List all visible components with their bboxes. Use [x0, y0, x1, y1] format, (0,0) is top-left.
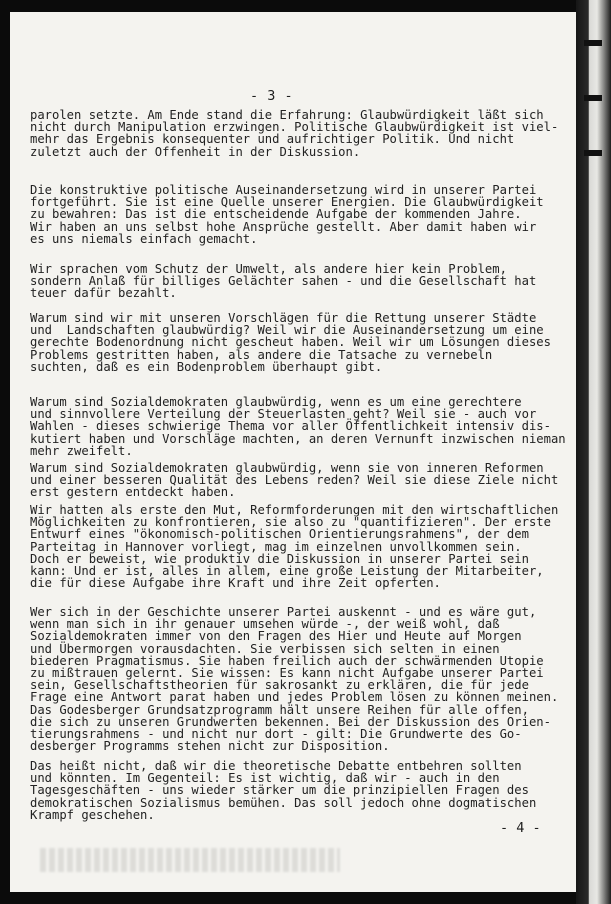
text-line: Entwurf eines "ökonomisch-politischen Orientierungsrahmens", der dem — [30, 527, 529, 542]
text-line: erst gestern entdeckt haben. — [30, 485, 236, 500]
text-line: teuer dafür bezahlt. — [30, 286, 177, 301]
binding-mark — [584, 40, 602, 46]
text-line: Doch er beweist, wie produktiv die Diskussion in unserer Partei sein — [30, 551, 529, 566]
text-line: die für diese Aufgabe ihre Kraft und ihre Zeit opferten. — [30, 576, 441, 591]
binding-mark — [584, 150, 602, 156]
text-line: und Landschaften glaubwürdig? Weil wir die Auseinandersetzung um eine — [30, 323, 544, 338]
text-line: und sinnvollere Verteilung der Steuerlasten geht? Weil sie - auch vor — [30, 407, 537, 422]
text-line: mehr zweifelt. — [30, 443, 133, 458]
paragraph — [30, 109, 570, 158]
text-line: demokratischen Sozialismus bemühen. Das soll jedoch ohne dogmatischen — [30, 795, 537, 810]
text-line: Wir sprachen vom Schutz der Umwelt, als andere hier kein Problem, — [30, 262, 507, 276]
text-line: Sozialdemokraten immer von den Fragen des Hier und Heute auf Morgen — [30, 629, 522, 644]
paragraph — [30, 606, 570, 752]
text-line: Wer sich in der Geschichte unserer Partei auskennt - und es wäre gut, — [30, 605, 537, 619]
paragraph — [30, 396, 570, 457]
text-line: Tagesgeschäften - uns wieder stärker um die prinzipiellen Fragen des — [30, 783, 529, 798]
text-line: die sich zu unseren Grundwerten bekennen. Bei der Diskussion des Orien- — [30, 714, 551, 729]
paragraph — [30, 312, 570, 373]
text-line: Wir hatten als erste den Mut, Reformforderungen mit den wirtschaftlichen — [30, 503, 559, 517]
text-line: Warum sind Sozialdemokraten glaubwürdig, wenn es um eine gerechtere — [30, 395, 522, 409]
paragraph — [30, 504, 570, 589]
text-line: suchten, daß es ein Bodenproblem überhaupt gibt. — [30, 359, 383, 374]
text-line: gerechte Bodenordnung nicht gescheut haben. Weil wir um Lösungen dieses — [30, 335, 551, 350]
text-line: Frage eine Antwort parat haben und jedes Problem lösen zu können meinen. — [30, 690, 559, 705]
paragraph — [30, 462, 570, 499]
binding-mark — [584, 95, 602, 101]
text-line: und einer besseren Qualität des Lebens reden? Weil sie diese Ziele nicht — [30, 473, 559, 488]
text-line: kann: Und er ist, alles in allem, eine große Leistung der Mitarbeiter, — [30, 563, 544, 578]
text-line: kutiert haben und Vorschläge machten, an deren Vernunft inzwischen nieman — [30, 431, 566, 446]
text-line: Warum sind wir mit unseren Vorschlägen für die Rettung unserer Städte — [30, 311, 537, 325]
text-line: fortgeführt. Sie ist eine Quelle unserer Energien. Die Glaubwürdigkeit — [30, 195, 544, 210]
page-right-edge — [576, 0, 611, 904]
text-line: Wahlen - dieses schwierige Thema vor aller Öffentlichkeit intensiv dis- — [30, 419, 551, 434]
bleed-through-smudge — [40, 848, 340, 872]
text-line: Die konstruktive politische Auseinandersetzung wird in unserer Partei — [30, 183, 537, 197]
paragraph — [30, 184, 570, 245]
text-line: desberger Programms stehen nicht zur Disposition. — [30, 739, 390, 754]
text-line: Krampf geschehen. — [30, 807, 155, 822]
text-line: Problems gestritten haben, als andere die Tatsache zu vernebeln — [30, 347, 493, 362]
text-line: zuletzt auch der Offenheit in der Diskussion. — [30, 144, 361, 159]
text-line: biederen Pragmatismus. Sie haben freilich auch der schwärmenden Utopie — [30, 653, 544, 668]
text-line: zu bewahren: Das ist die entscheidende Aufgabe der kommenden Jahre. — [30, 207, 522, 222]
page-number-top: - 3 - — [250, 88, 294, 104]
text-line: Möglichkeiten zu konfrontieren, sie also zu "quantifizieren". Der erste — [30, 515, 551, 530]
text-line: zu mißtrauen gelernt. Sie wissen: Es kann nicht Aufgabe unserer Partei — [30, 665, 544, 680]
text-line: es uns niemals einfach gemacht. — [30, 231, 258, 246]
text-line: tierungsrahmens - und nicht nur dort - gilt: Die Grundwerte des Go- — [30, 726, 522, 741]
text-line: und Übermorgen vorausdachten. Sie verbissen sich selten in einen — [30, 641, 500, 656]
text-line: mehr das Ergebnis konsequenter und aufrichtiger Politik. Und nicht — [30, 132, 515, 147]
paragraph — [30, 263, 570, 300]
text-line: Wir haben an uns selbst hohe Ansprüche gestellt. Aber damit haben wir — [30, 219, 537, 234]
text-line: Warum sind Sozialdemokraten glaubwürdig, wenn sie von inneren Reformen — [30, 461, 544, 475]
text-line: nicht durch Manipulation erzwingen. Politische Glaubwürdigkeit ist viel- — [30, 120, 559, 135]
text-line: sein, Gesellschaftstheorien für sakrosankt zu erklären, die für jede — [30, 678, 529, 693]
text-line: sondern Anlaß für billiges Gelächter sahen - und die Gesellschaft hat — [30, 274, 537, 289]
text-line: und könnten. Im Gegenteil: Es ist wichtig, daß wir - auch in den — [30, 771, 500, 786]
text-line: wenn man sich in ihr genauer umsehen würde -, der weiß wohl, daß — [30, 617, 500, 632]
paragraph — [30, 760, 570, 821]
text-line: parolen setzte. Am Ende stand die Erfahrung: Glaubwürdigkeit läßt sich — [30, 108, 544, 122]
text-line: Das heißt nicht, daß wir die theoretische Debatte entbehren sollten — [30, 759, 522, 773]
text-line: Parteitag in Hannover vorliegt, mag im einzelnen unvollkommen sein. — [30, 539, 522, 554]
page-number-bottom: - 4 - — [500, 820, 541, 836]
text-line: Das Godesberger Grundsatzprogramm hält unsere Reihen für alle offen, — [30, 702, 529, 717]
